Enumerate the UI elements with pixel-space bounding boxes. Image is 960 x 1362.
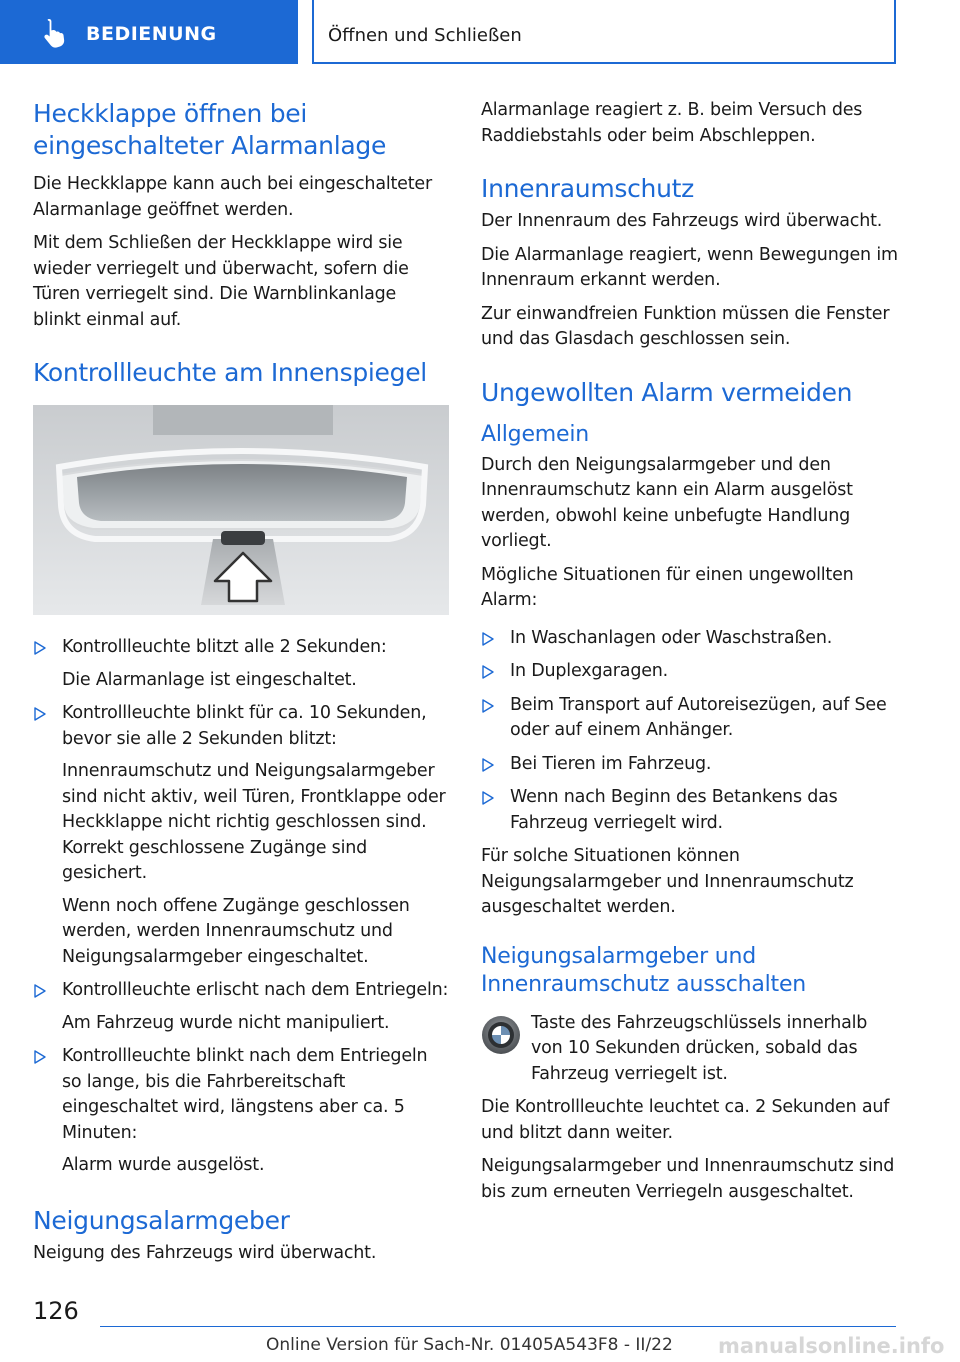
triangle-bullet-icon bbox=[481, 665, 495, 679]
subheading-allgemein: Allgemein bbox=[481, 421, 589, 447]
triangle-bullet-icon bbox=[33, 641, 47, 655]
list-item: Kontrollleuchte blitzt alle 2 Sekunden: Die Alarmanlage ist eingeschaltet. bbox=[33, 635, 449, 693]
paragraph: Taste des Fahrzeugschlüssels innerhalb von 10 Sekunden drücken, sobald das Fahrzeug verriegelt ist. bbox=[531, 1012, 868, 1084]
list-item: Wenn nach Beginn des Betankens das Fahrzeug verriegelt wird. bbox=[481, 785, 901, 836]
paragraph: Neigung des Fahrzeugs wird überwacht. bbox=[33, 1242, 377, 1263]
triangle-bullet-icon bbox=[33, 707, 47, 721]
paragraph: Zur einwandfreien Funktion müssen die Fenster und das Glasdach geschlossen sein. bbox=[481, 303, 890, 349]
triangle-bullet-icon bbox=[481, 632, 495, 646]
page-number: 126 bbox=[33, 1297, 79, 1325]
chapter-title: Öffnen und Schließen bbox=[328, 25, 522, 46]
section-label: BEDIENUNG bbox=[86, 23, 217, 45]
paragraph: Die Heckklappe kann auch bei eingeschalteter Alarmanlage geöffnet werden. bbox=[33, 174, 432, 220]
section-tab bbox=[0, 0, 298, 64]
key-instruction bbox=[481, 1011, 901, 1088]
paragraph: Neigungsalarmgeber und Innenraumschutz sind bis zum erneuten Verriegeln ausgeschaltet. bbox=[481, 1156, 895, 1202]
list-item: In Duplexgaragen. bbox=[481, 659, 901, 685]
indicator-list bbox=[33, 635, 449, 1179]
triangle-bullet-icon bbox=[33, 1050, 47, 1064]
hand-pointer-icon bbox=[38, 16, 70, 48]
footer-online-version: Online Version für Sach-Nr. 01405A543F8 - II/22 bbox=[266, 1335, 673, 1355]
chapter-header bbox=[312, 0, 896, 64]
paragraph: Mögliche Situationen für einen ungewollten Alarm: bbox=[481, 564, 854, 610]
paragraph: Alarmanlage reagiert z. B. beim Versuch des Raddiebstahls oder beim Abschleppen. bbox=[481, 100, 863, 146]
triangle-bullet-icon bbox=[481, 791, 495, 805]
right-column bbox=[481, 98, 901, 1205]
paragraph: Die Kontrollleuchte leuchtet ca. 2 Sekunden auf und blitzt dann weiter. bbox=[481, 1097, 890, 1143]
list-item: Bei Tieren im Fahrzeug. bbox=[481, 752, 901, 778]
list-item: Kontrollleuchte blinkt für ca. 10 Sekunden, bevor sie alle 2 Sekunden blitzt: Innenraumschutz und Neigungsalarmgeber sind nicht aktiv, weil Türen, Frontklappe oder Heckklappe nicht richtig geschlossen sind. Korrekt geschlossene Zugänge sind gesichert. Wenn noch offene Zugänge geschlossen werden, werden Innenraumschutz und Neigungsalarmgeber eingeschaltet. bbox=[33, 701, 449, 970]
paragraph: Die Alarmanlage reagiert, wenn Bewegungen im Innenraum erkannt werden. bbox=[481, 244, 898, 290]
bmw-key-button-icon bbox=[481, 1015, 521, 1055]
list-item: Beim Transport auf Autoreisezügen, auf See oder auf einem Anhänger. bbox=[481, 693, 901, 744]
subheading-ausschalten: Neigungsalarmgeber und Innenraumschutz ausschalten bbox=[481, 943, 807, 997]
left-column bbox=[33, 98, 449, 1266]
heading-innenraumschutz: Innenraumschutz bbox=[481, 174, 694, 203]
list-item: Kontrollleuchte blinkt nach dem Entriegeln so lange, bis die Fahrbereitschaft eingeschaltet wird, längstens aber ca. 5 Minuten: Alarm wurde ausgelöst. bbox=[33, 1044, 449, 1179]
heading-heckklappe: Heckklappe öffnen bei eingeschalteter Alarmanlage bbox=[33, 99, 387, 160]
triangle-bullet-icon bbox=[481, 758, 495, 772]
triangle-bullet-icon bbox=[481, 699, 495, 713]
paragraph: Für solche Situationen können Neigungsalarmgeber und Innenraumschutz ausgeschaltet werden. bbox=[481, 846, 854, 917]
paragraph: Mit dem Schließen der Heckklappe wird sie wieder verriegelt und überwacht, sofern die Türen verriegelt sind. Die Warnblinkanlage blinkt einmal auf. bbox=[33, 233, 409, 330]
paragraph: Der Innenraum des Fahrzeugs wird überwacht. bbox=[481, 211, 883, 231]
situation-list bbox=[481, 626, 901, 837]
paragraph: Durch den Neigungsalarmgeber und den Innenraumschutz kann ein Alarm ausgelöst werden, obwohl keine unbefugte Handlung vorliegt. bbox=[481, 454, 853, 551]
rearview-mirror-illustration bbox=[33, 405, 449, 615]
watermark: manualsonline.info bbox=[718, 1334, 945, 1358]
list-item: In Waschanlagen oder Waschstraßen. bbox=[481, 626, 901, 652]
footer-divider bbox=[100, 1326, 896, 1327]
heading-ungewollter-alarm: Ungewollten Alarm vermeiden bbox=[481, 377, 853, 407]
list-item: Kontrollleuchte erlischt nach dem Entriegeln: Am Fahrzeug wurde nicht manipuliert. bbox=[33, 978, 449, 1036]
triangle-bullet-icon bbox=[33, 984, 47, 998]
heading-neigungsalarmgeber: Neigungsalarmgeber bbox=[33, 1205, 290, 1235]
heading-kontrollleuchte: Kontrollleuchte am Innenspiegel bbox=[33, 358, 427, 387]
